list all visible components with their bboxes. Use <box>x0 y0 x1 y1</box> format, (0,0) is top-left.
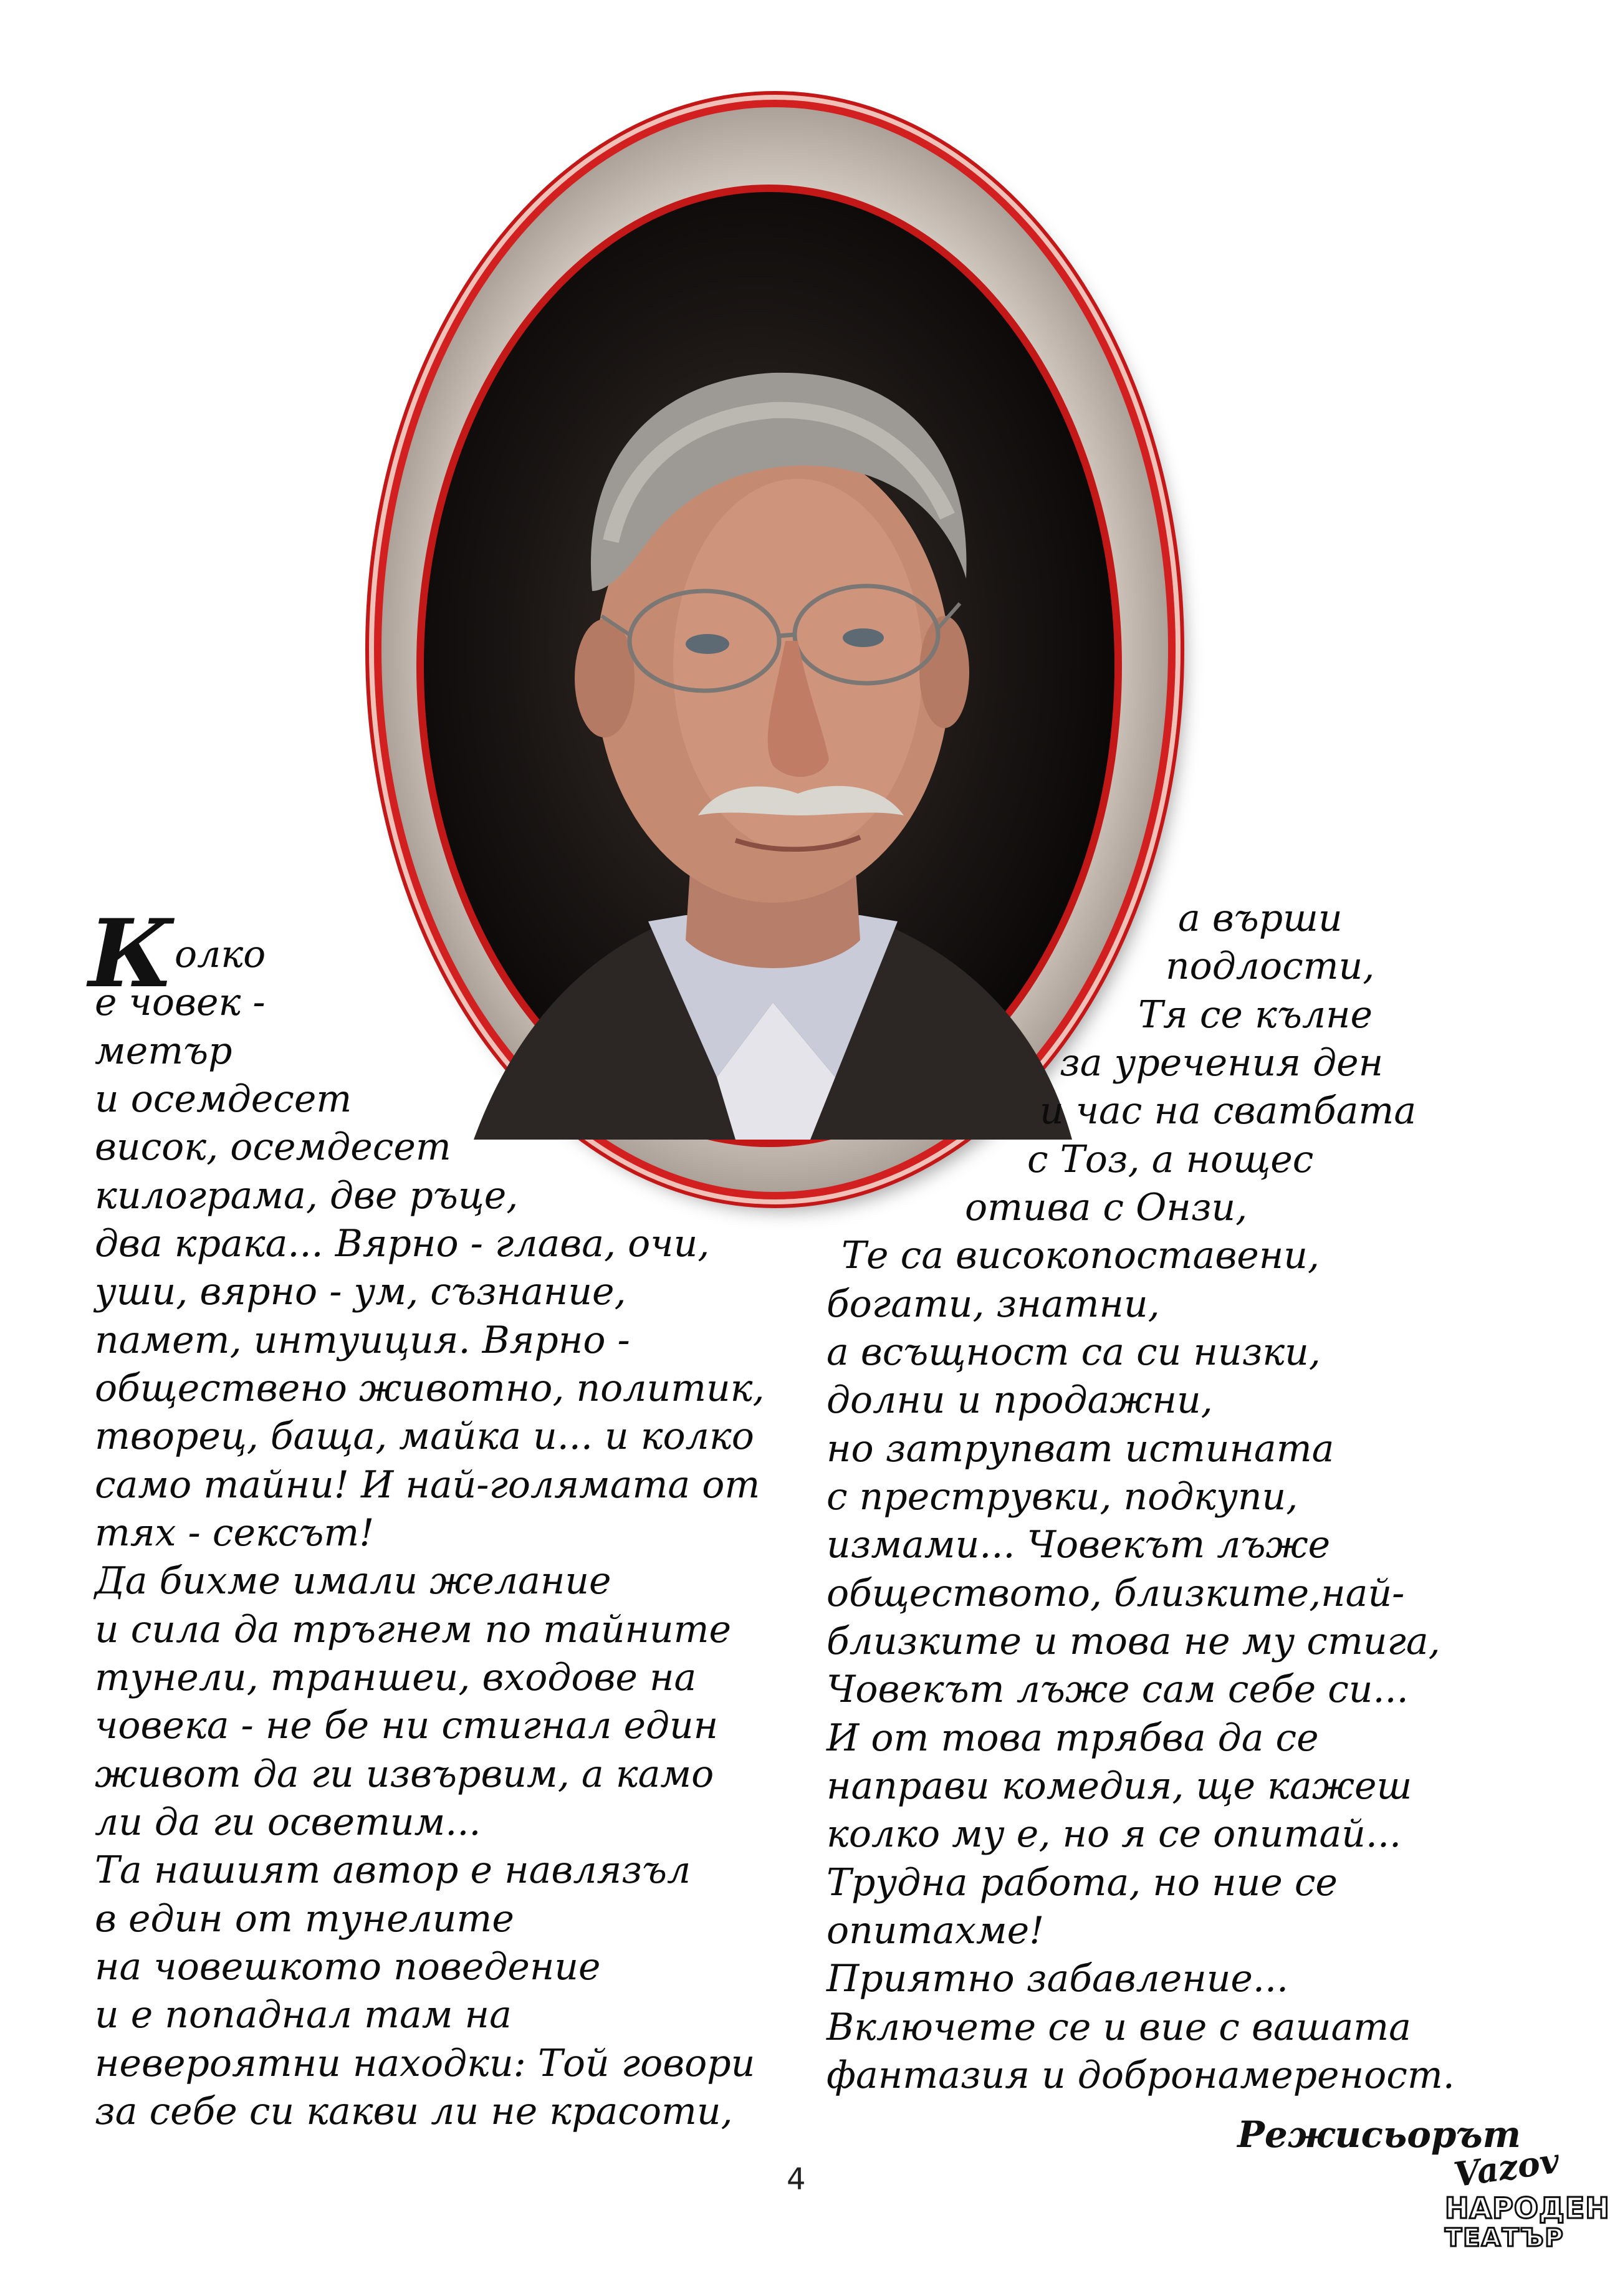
text-line: Та нашият автор е навлязъл <box>95 1848 691 1892</box>
national-theatre-logo <box>1445 2140 1610 2272</box>
text-line: невероятни находки: Той говори <box>95 2042 755 2085</box>
text-line: с Тоз, а нощес <box>1027 1138 1314 1181</box>
text-line: близките и това не му стига, <box>827 1620 1440 1663</box>
page-number: 4 <box>787 2162 806 2197</box>
text-line: подлости, <box>1166 944 1375 988</box>
text-line: памет, интуиция. Вярно - <box>95 1319 630 1362</box>
text-line: а всъщност са си низки, <box>827 1330 1321 1374</box>
text-line: метър <box>95 1029 232 1073</box>
text-line: Трудна работа, но ние се <box>827 1861 1338 1905</box>
text-line: Да бихме имали желание <box>95 1559 611 1603</box>
logo-script-text: Vazov <box>1451 2140 1562 2195</box>
director-signature: Режисьорът <box>1237 2113 1521 2156</box>
text-line: и е попаднал там на <box>95 1993 512 2037</box>
logo-line-1: НАРОДЕН <box>1445 2191 1610 2225</box>
director-portrait-photo <box>416 185 1122 1147</box>
text-line: Човекът лъже сам себе си... <box>827 1668 1409 1711</box>
text-line: живот да ги извървим, а камо <box>95 1752 714 1796</box>
text-line: Включете се и вие с вашата <box>827 2005 1411 2049</box>
drop-cap-letter: К <box>89 899 174 1009</box>
text-line: тунели, траншеи, входове на <box>95 1656 697 1699</box>
text-line: висок, осемдесет <box>95 1125 451 1169</box>
text-line: опитахме! <box>827 1909 1045 1953</box>
text-line: килограма, две ръце, <box>95 1174 519 1218</box>
text-line: а върши <box>1178 896 1343 940</box>
text-line: и час на сватбата <box>1040 1089 1417 1133</box>
text-line: обществото, близките,най- <box>827 1572 1405 1615</box>
text-line: за уречения ден <box>1060 1041 1384 1085</box>
text-line: измами... Човекът лъже <box>827 1523 1331 1567</box>
text-line: на човешкото поведение <box>95 1945 601 1989</box>
text-line: долни и продажни, <box>827 1378 1213 1422</box>
text-line: човека - не бе ни стигнал един <box>95 1704 719 1747</box>
text-line: за себе си какви ли не красоти, <box>95 2090 733 2133</box>
text-line: Приятно забавление... <box>827 1957 1289 2001</box>
text-line: е човек - <box>95 981 266 1024</box>
text-line: фантазия и добронамереност. <box>827 2053 1455 2097</box>
text-line: в един от тунелите <box>95 1897 514 1941</box>
text-line: И от това трябва да се <box>827 1716 1319 1760</box>
text-line: отива с Онзи, <box>965 1186 1248 1229</box>
text-line: богати, знатни, <box>827 1282 1160 1326</box>
text-line: олко <box>175 933 266 976</box>
text-line: творец, баща, майка и... и колко <box>95 1415 754 1458</box>
text-line: само тайни! И най-голямата от <box>95 1463 760 1507</box>
text-line: но затрупват истината <box>827 1427 1334 1471</box>
text-line: тях - сексът! <box>95 1511 375 1555</box>
text-line: и осемдесет <box>95 1077 352 1121</box>
text-line: Тя се кълне <box>1138 993 1373 1037</box>
text-line: направи комедия, ще кажеш <box>827 1764 1412 1808</box>
text-line: с преструвки, подкупи, <box>827 1475 1298 1519</box>
text-line: обществено животно, политик, <box>95 1367 765 1410</box>
text-line: и сила да тръгнем по тайните <box>95 1608 732 1651</box>
text-line: два крака... Вярно - глава, очи, <box>95 1222 710 1266</box>
logo-line-2: ТЕАТЪР <box>1445 2224 1564 2252</box>
text-line: Те са високопоставени, <box>841 1234 1320 1277</box>
text-line: колко му е, но я се опитай... <box>827 1812 1402 1856</box>
text-line: ли да ги осветим... <box>95 1800 481 1844</box>
text-line: уши, вярно - ум, съзнание, <box>95 1270 626 1314</box>
